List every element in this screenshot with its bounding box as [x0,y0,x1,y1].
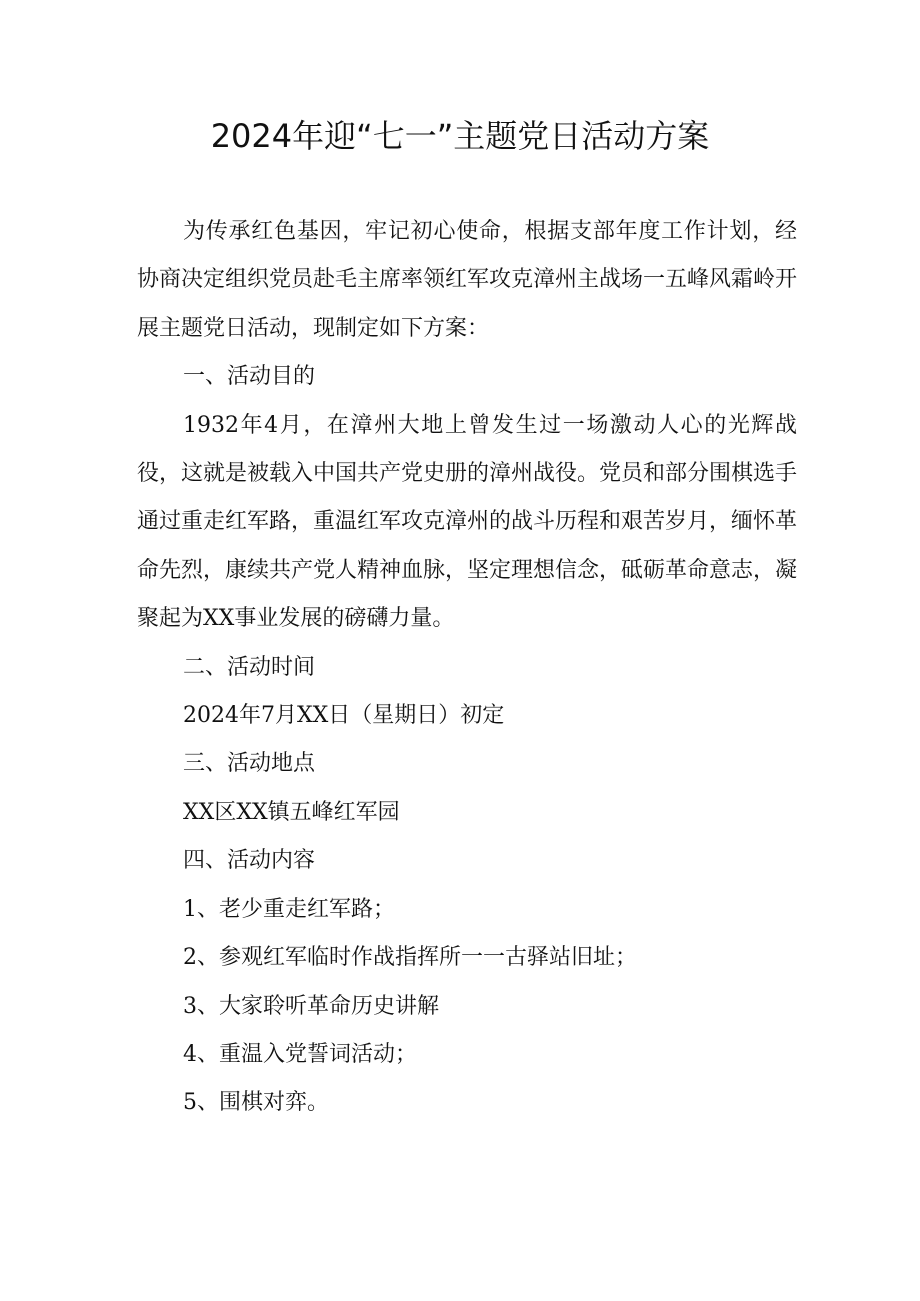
content-item-2: 2、参观红军临时作战指挥所一一古驿站旧址； [183,945,637,971]
content-item-5: 5、围棋对弈。 [183,1090,329,1116]
document-body [137,208,797,1128]
section-heading-time: 二、活动时间 [183,654,316,680]
section-heading-location: 三、活动地点 [183,751,316,777]
time-paragraph: 2024年7月XX日（星期日）初定 [183,703,505,729]
content-item-3: 3、大家聆听革命历史讲解 [183,993,439,1019]
section-heading-content: 四、活动内容 [183,848,316,874]
content-item-4: 4、重温入党誓词活动； [183,1041,417,1067]
location-paragraph: XX区XX镇五峰红军园 [183,799,400,825]
document-title: 2024年迎“七一”主题党日活动方案 [210,117,710,155]
purpose-paragraph: 1932年4月，在漳州大地上曾发生过一场激动人心的光辉战役，这就是被载入中国共产党史册的漳州战役。党员和部分围棋选手通过重走红军路，重温红军攻克漳州的战斗历程和艰苦岁月，缅怀革命先烈，康续共产党人精神血脉，坚定理想信念，砥砺革命意志，凝聚起为XX事业发展的磅礴力量。 [137,412,798,632]
section-heading-purpose: 一、活动目的 [183,364,316,390]
content-item-1: 1、老少重走红军路； [183,896,395,922]
intro-paragraph: 为传承红色基因，牢记初心使命，根据支部年度工作计划，经协商决定组织党员赴毛主席率领红军攻克漳州主战场一五峰风霜岭开展主题党日活动，现制定如下方案： [137,219,798,341]
